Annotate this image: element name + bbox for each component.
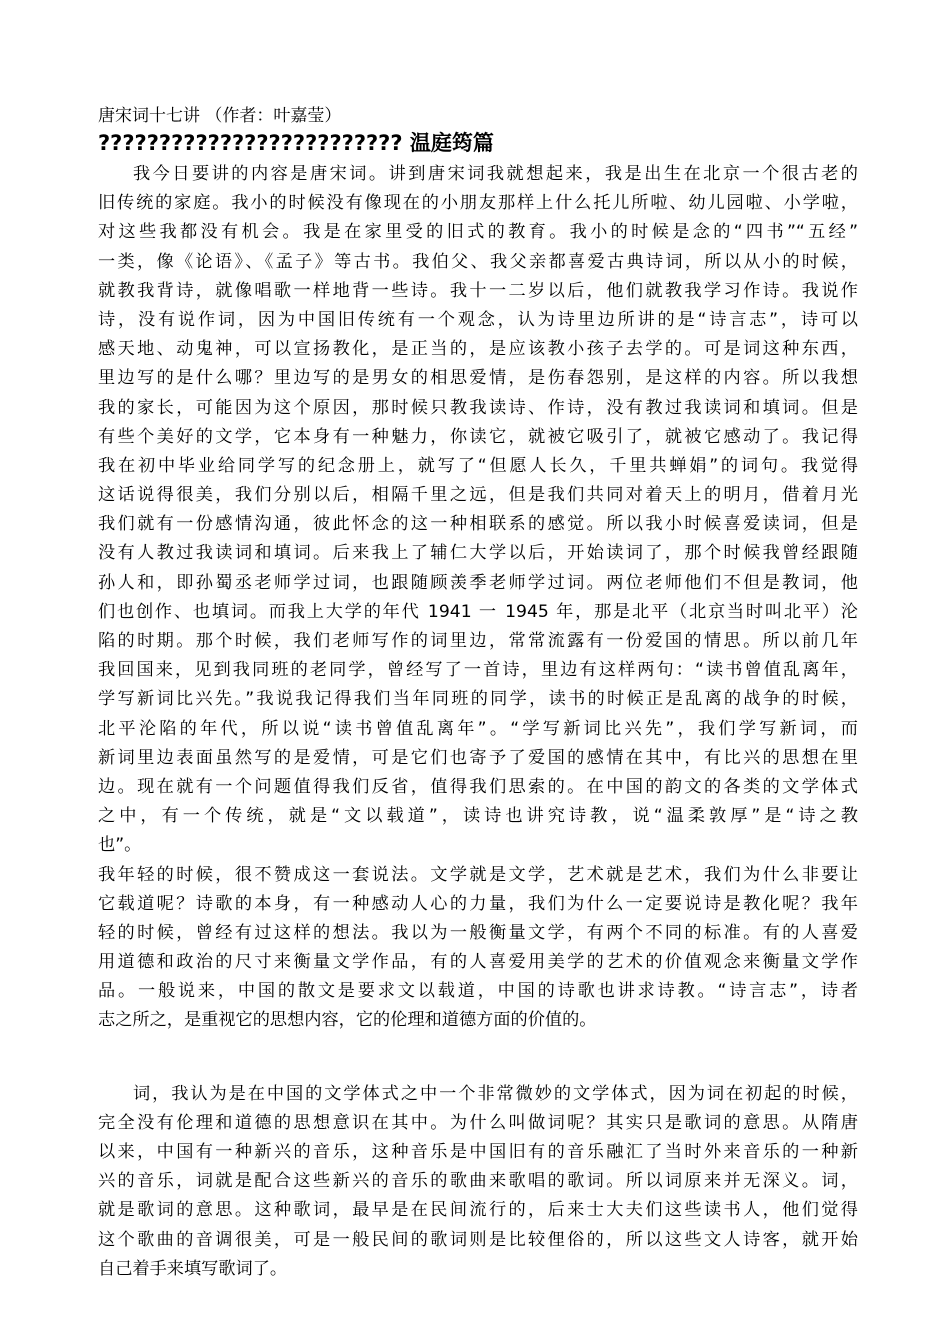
text-line: 感天地、动鬼神，可以宣扬教化，是正当的，是应该教小孩子去学的。可是词这种东西， — [98, 339, 858, 360]
text-line: 之中，有一个传统，就是“文以载道”，读诗也讲究诗教，说“温柔敦厚”是“诗之教 — [98, 806, 858, 827]
text-line: 这话说得很美，我们分别以后，相隔千里之远，但是我们共同对着天上的明月，借着月光 — [98, 485, 858, 506]
text-line: 里边写的是什么哪？里边写的是男女的相思爱情，是伤春怨别，是这样的内容。所以我想 — [98, 368, 858, 389]
text-line: 对这些我都没有机会。我是在家里受的旧式的教育。我小的时候是念的“四书”“五经” — [98, 222, 858, 243]
text-line: 轻的时候，曾经有过这样的想法。我以为一般衡量文学，有两个不同的标准。有的人喜爱 — [98, 922, 858, 943]
text-line: 没有人教过我读词和填词。后来我上了辅仁大学以后，开始读词了，那个时候我曾经跟随 — [98, 543, 858, 564]
text-line: 我年轻的时候，很不赞成这一套说法。文学就是文学，艺术就是艺术，我们为什么非要让 — [98, 864, 858, 885]
text-line: 兴的音乐，词就是配合这些新兴的音乐的歌曲来歌唱的歌词。所以词原来并无深义。词， — [98, 1171, 858, 1192]
paragraph — [98, 861, 858, 1036]
text-line: 边。现在就有一个问题值得我们反省，值得我们思索的。在中国的韵文的各类的文学体式 — [98, 776, 858, 797]
text-line: 就教我背诗，就像唱歌一样地背一些诗。我十一二岁以后，他们就教我学习作诗。我说作 — [98, 280, 858, 301]
text-line: 自己着手来填写歌词了。 — [98, 1258, 288, 1279]
text-line: 学写新词比兴先。”我说我记得我们当年同班的同学，读书的时候正是乱离的战争的时候， — [98, 689, 858, 710]
paragraph-spacer — [98, 1036, 858, 1080]
text-line: 们也创作、也填词。而我上大学的年代 1941 一 1945 年，那是北平（北京当时叫北平）沦 — [98, 601, 858, 622]
text-line: 就是歌词的意思。这种歌词，最早是在民间流行的，后来士大夫们这些读书人，他们觉得 — [98, 1200, 858, 1221]
text-line: 我的家长，可能因为这个原因，那时候只教我读诗、作诗，没有教过我读词和填词。但是 — [98, 397, 858, 418]
document-body — [98, 160, 858, 1284]
text-line: 品。一般说来，中国的散文是要求文以载道，中国的诗歌也讲求诗教。“诗言志”，诗者 — [98, 981, 858, 1002]
text-line: 用道德和政治的尺寸来衡量文学作品，有的人喜爱用美学的艺术的价值观念来衡量文学作 — [98, 952, 858, 973]
text-line: 诗，没有说作词，因为中国旧传统有一个观念，认为诗里边所讲的是“诗言志”，诗可以 — [98, 309, 858, 330]
document-header: 唐宋词十七讲 （作者：叶嘉莹） — [98, 106, 342, 126]
text-line: 志之所之，是重视它的思想内容，它的伦理和道德方面的价值的。 — [98, 1010, 597, 1031]
text-line: 旧传统的家庭。我小的时候没有像现在的小朋友那样上什么托儿所啦、幼儿园啦、小学啦， — [98, 193, 858, 214]
text-line: 也”。 — [98, 835, 142, 856]
text-line: 北平沦陷的年代，所以说“读书曾值乱离年”。“学写新词比兴先”，我们学写新词，而 — [98, 718, 858, 739]
paragraph — [98, 160, 858, 861]
document-page — [98, 104, 858, 1284]
text-line: 陷的时期。那个时候，我们老师写作的词里边，常常流露有一份爱国的情思。所以前几年 — [98, 631, 858, 651]
text-line: 我今日要讲的内容是唐宋词。讲到唐宋词我就想起来，我是出生在北京一个很古老的 — [133, 164, 858, 184]
text-line: 以来，中国有一种新兴的音乐，这种音乐是中国旧有的音乐融汇了当时外来音乐的一种新 — [98, 1142, 858, 1162]
text-line: 孙人和，即孙蜀丞老师学过词，也跟随顾羡季老师学过词。两位老师他们不但是教词，他 — [98, 572, 858, 593]
text-line: 一类，像《论语》、《孟子》等古书。我伯父、我父亲都喜爱古典诗词，所以从小的时候， — [98, 251, 858, 272]
text-line: 这个歌曲的音调很美，可是一般民间的歌词则是比较俚俗的，所以这些文人诗客，就开始 — [98, 1229, 858, 1250]
document-title: ????????????????????????? 温庭筠篇 — [98, 131, 494, 155]
text-line: 有些个美好的文学，它本身有一种魅力，你读它，就被它吸引了，就被它感动了。我记得 — [98, 426, 858, 447]
text-line: 新词里边表面虽然写的是爱情，可是它们也寄予了爱国的感情在其中，有比兴的思想在里 — [98, 747, 858, 768]
text-line: 完全没有伦理和道德的思想意识在其中。为什么叫做词呢？其实只是歌词的意思。从隋唐 — [98, 1112, 858, 1133]
text-line: 我在初中毕业给同学写的纪念册上，就写了“但愿人长久，千里共蝉娟”的词句。我觉得 — [98, 455, 858, 476]
paragraph — [98, 1080, 858, 1284]
text-line: 词，我认为是在中国的文学体式之中一个非常微妙的文学体式，因为词在初起的时候， — [133, 1083, 858, 1104]
text-line: 我们就有一份感情沟通，彼此怀念的这一种相联系的感觉。所以我小时候喜爱读词，但是 — [98, 514, 858, 535]
text-line: 它载道呢？诗歌的本身，有一种感动人心的力量，我们为什么一定要说诗是教化呢？我年 — [98, 893, 858, 914]
text-line: 我回国来，见到我同班的老同学，曾经写了一首诗，里边有这样两句：“读书曾值乱离年， — [98, 660, 858, 681]
